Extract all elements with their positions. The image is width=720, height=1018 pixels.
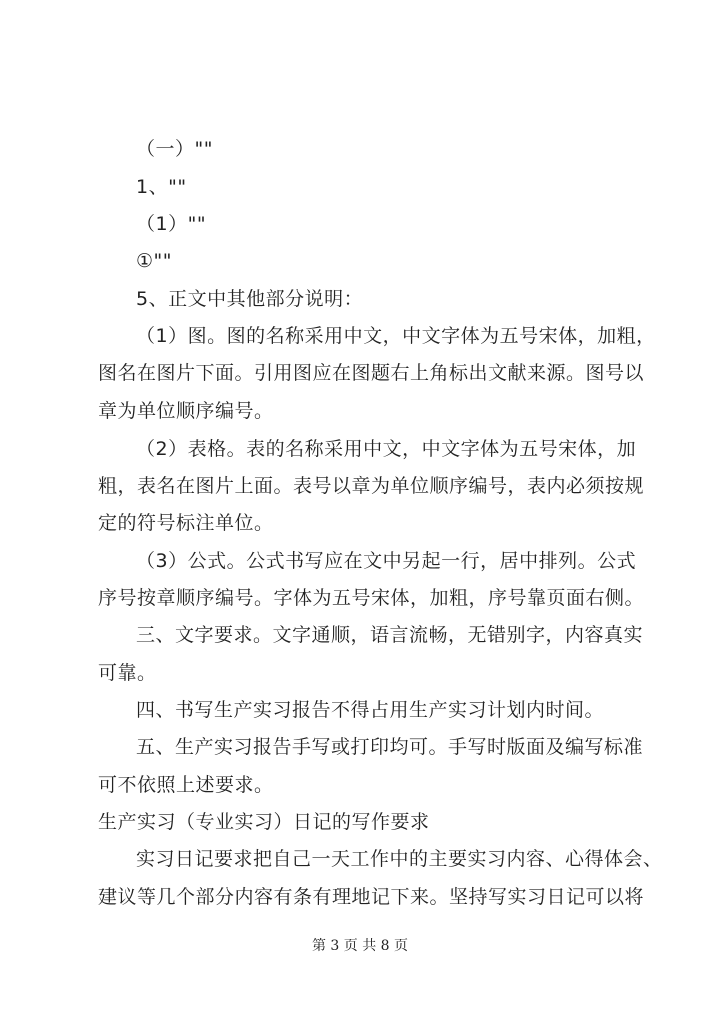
paragraph-line: 三、文字要求。文字通顺，语言流畅，无错别字，内容真实: [136, 624, 644, 646]
page-footer: 第 3 页 共 8 页: [311, 938, 409, 954]
paragraph-line: 四、书写生产实习报告不得占用生产实习计划内时间。: [136, 699, 605, 721]
paragraph-line: 定的符号标注单位。: [98, 512, 274, 534]
heading-level-2-placeholder: 1、"": [136, 176, 187, 198]
paragraph-line: 实习日记要求把自己一天工作中的主要实习内容、心得体会、: [136, 848, 663, 870]
heading-level-4-placeholder: ①"": [136, 250, 173, 272]
heading-level-3-placeholder: （1）"": [136, 213, 207, 235]
heading-level-1-placeholder: （一）"": [136, 138, 213, 160]
paragraph-line: 可靠。: [98, 662, 157, 684]
paragraph-line: （3）公式。公式书写应在文中另起一行，居中排列。公式: [136, 550, 637, 572]
paragraph-line: 粗，表名在图片上面。表号以章为单位顺序编号，表内必须按规: [98, 475, 645, 497]
paragraph-line: 图名在图片下面。引用图应在图题右上角标出文献来源。图号以: [98, 362, 645, 384]
paragraph-line: 章为单位顺序编号。: [98, 400, 274, 422]
paragraph-line: 建议等几个部分内容有条有理地记下来。坚持写实习日记可以将: [98, 886, 645, 908]
paragraph-line: 序号按章顺序编号。字体为五号宋体，加粗，序号靠页面右侧。: [98, 587, 645, 609]
paragraph-line: （2）表格。表的名称采用中文，中文字体为五号宋体，加: [136, 438, 637, 460]
paragraph-line: 可不依照上述要求。: [98, 774, 274, 796]
section-heading-diary: 生产实习（专业实习）日记的写作要求: [98, 811, 430, 833]
paragraph-line: 五、生产实习报告手写或打印均可。手写时版面及编写标准: [136, 736, 644, 758]
paragraph-line: （1）图。图的名称采用中文，中文字体为五号宋体，加粗，: [136, 325, 656, 347]
section-heading-other-parts: 5、正文中其他部分说明：: [136, 288, 364, 310]
